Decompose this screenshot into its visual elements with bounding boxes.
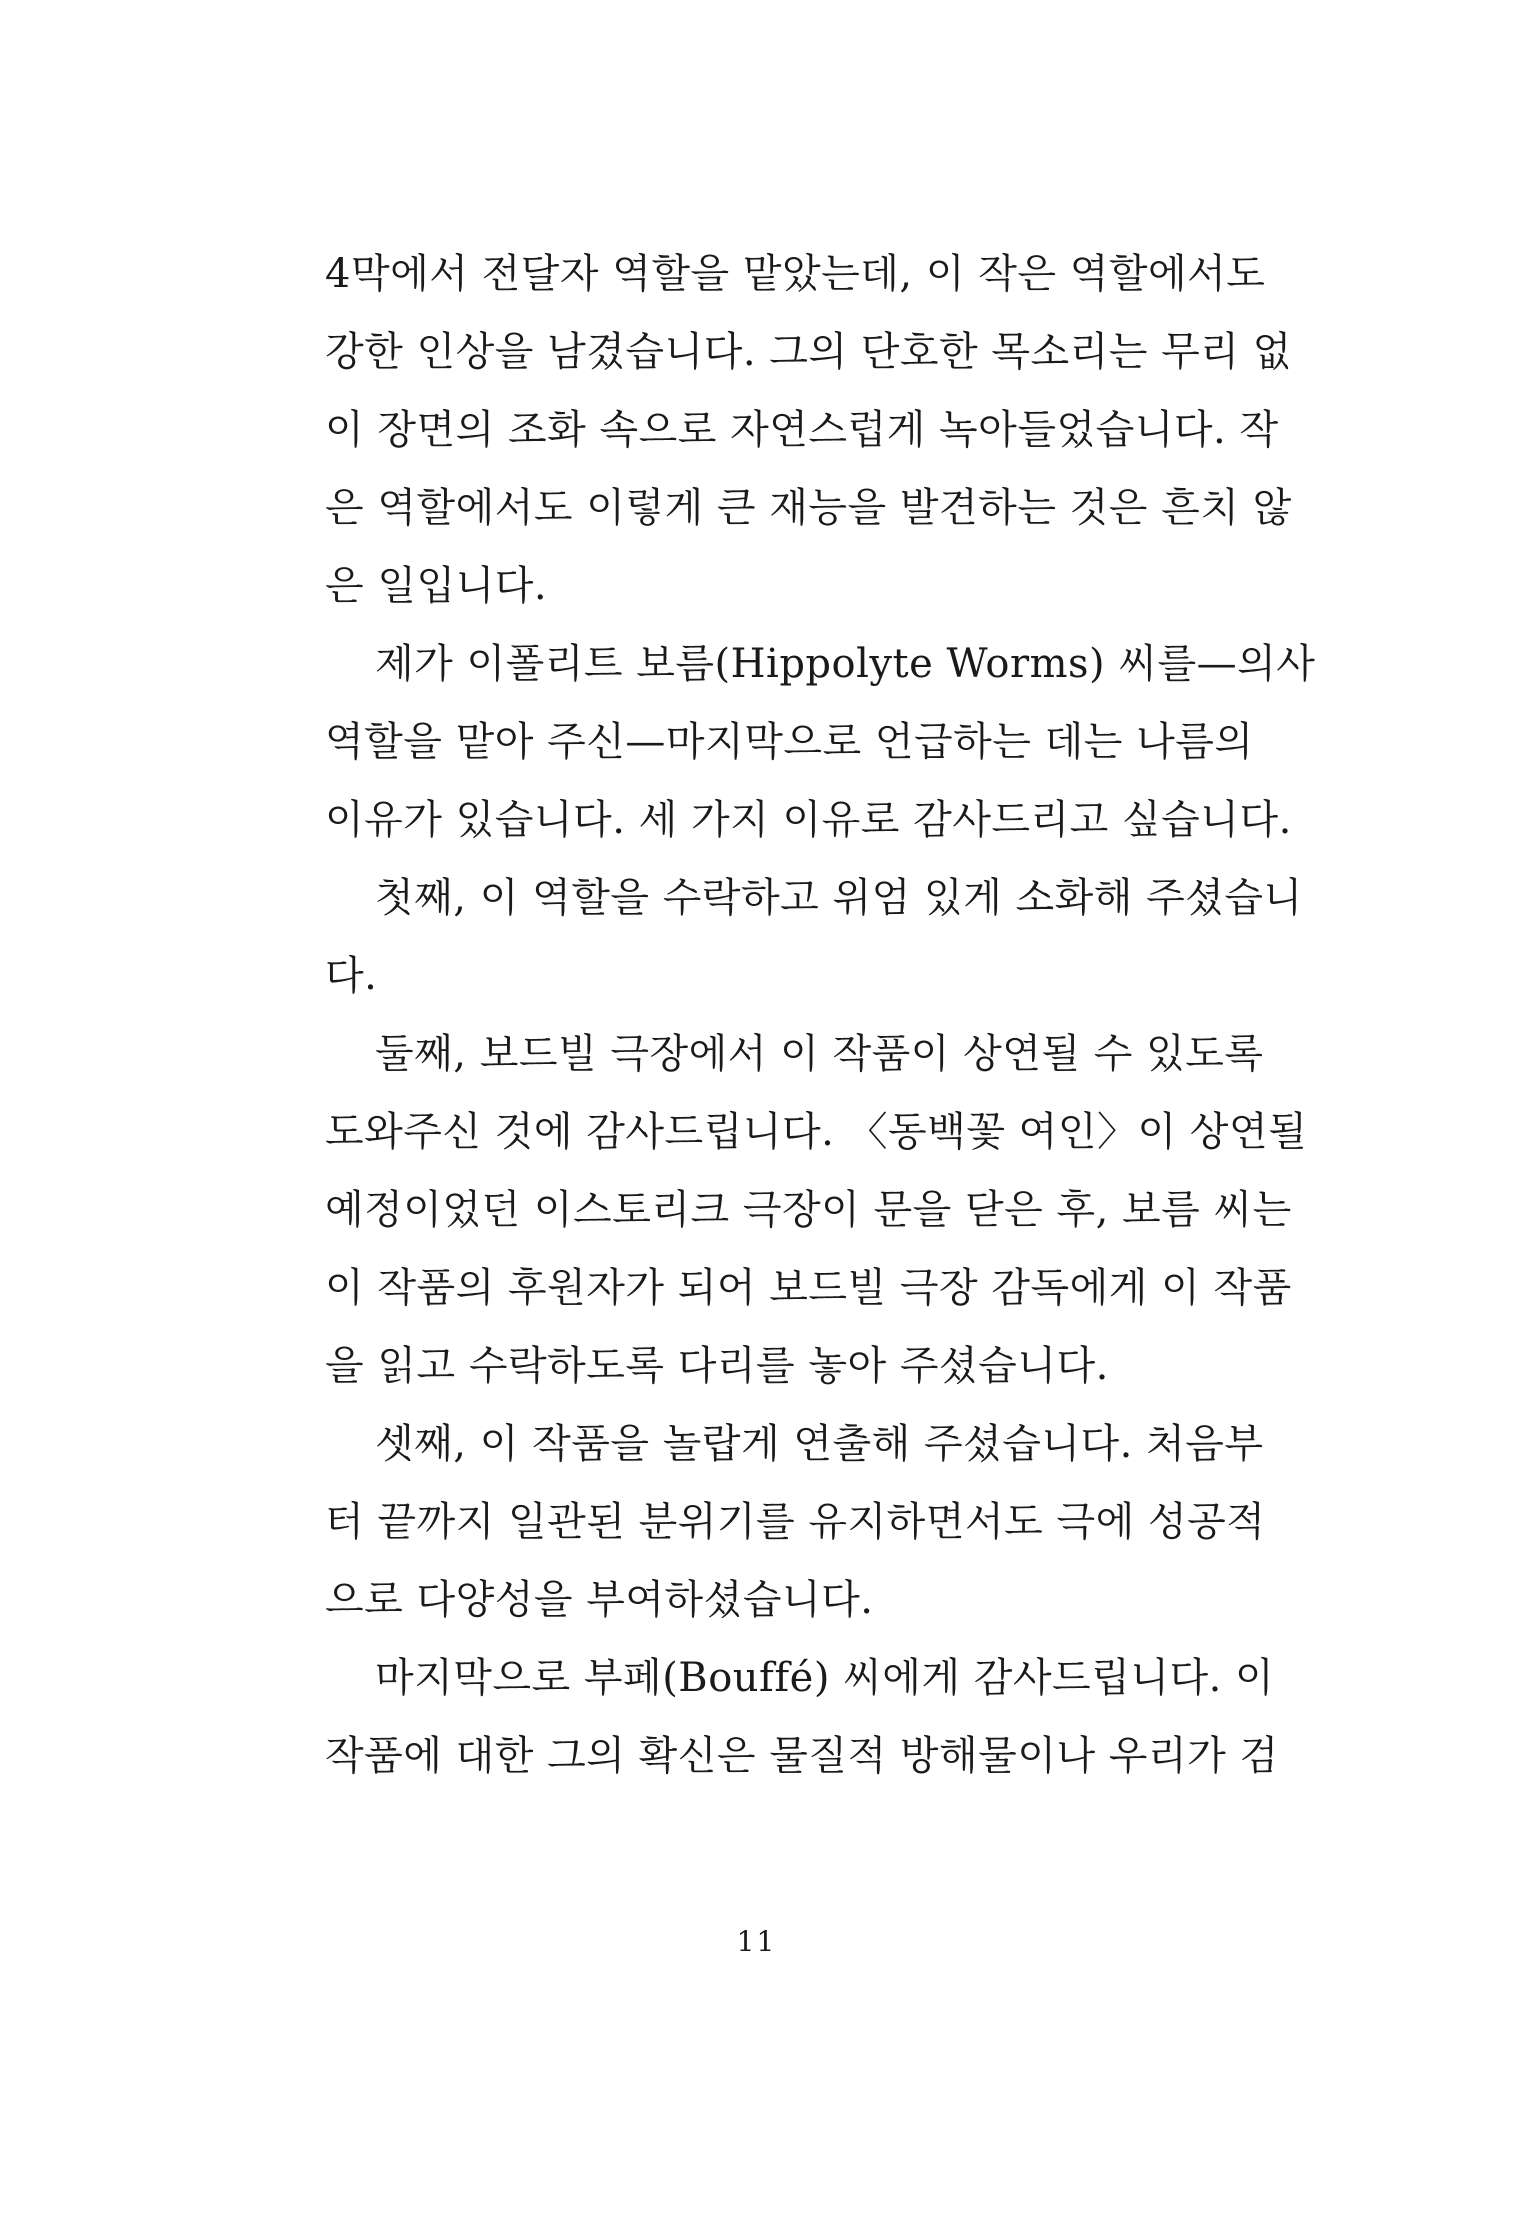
text-line: 도와주신 것에 감사드립니다. 〈동백꽃 여인〉이 상연될: [325, 1109, 1308, 1155]
text-line: 4막에서 전달자 역할을 맡았는데, 이 작은 역할에서도: [325, 251, 1266, 297]
text-line: 제가 이폴리트 보름(Hippolyte Worms) 씨를—의사: [375, 641, 1316, 687]
text-line: 을 읽고 수락하도록 다리를 놓아 주셨습니다.: [325, 1343, 1109, 1389]
text-line: 이유가 있습니다. 세 가지 이유로 감사드리고 싶습니다.: [325, 797, 1292, 843]
text-line: 둘째, 보드빌 극장에서 이 작품이 상연될 수 있도록: [375, 1031, 1264, 1077]
text-line: 강한 인상을 남겼습니다. 그의 단호한 목소리는 무리 없: [325, 329, 1292, 375]
text-line: 역할을 맡아 주신—마지막으로 언급하는 데는 나름의: [325, 719, 1254, 765]
text-line: 은 일입니다.: [325, 563, 548, 609]
text-line: 으로 다양성을 부여하셨습니다.: [325, 1577, 874, 1623]
text-line: 작품에 대한 그의 확신은 물질적 방해물이나 우리가 검: [325, 1733, 1279, 1779]
body-text: [325, 235, 1316, 1795]
text-line: 첫째, 이 역할을 수락하고 위엄 있게 소화해 주셨습니: [375, 875, 1303, 921]
text-line: 은 역할에서도 이렇게 큰 재능을 발견하는 것은 흔치 않: [325, 485, 1292, 531]
text-line: 셋째, 이 작품을 놀랍게 연출해 주셨습니다. 처음부: [375, 1421, 1264, 1467]
text-line: 이 작품의 후원자가 되어 보드빌 극장 감독에게 이 작품: [325, 1265, 1292, 1311]
text-line: 예정이었던 이스토리크 극장이 문을 닫은 후, 보름 씨는: [325, 1187, 1292, 1233]
page-number: 11: [736, 1925, 777, 1958]
text-line: 다.: [325, 953, 378, 999]
text-line: 이 장면의 조화 속으로 자연스럽게 녹아들었습니다. 작: [325, 407, 1279, 453]
text-line: 마지막으로 부페(Bouffé) 씨에게 감사드립니다. 이: [375, 1655, 1275, 1701]
text-line: 터 끝까지 일관된 분위기를 유지하면서도 극에 성공적: [325, 1499, 1266, 1545]
